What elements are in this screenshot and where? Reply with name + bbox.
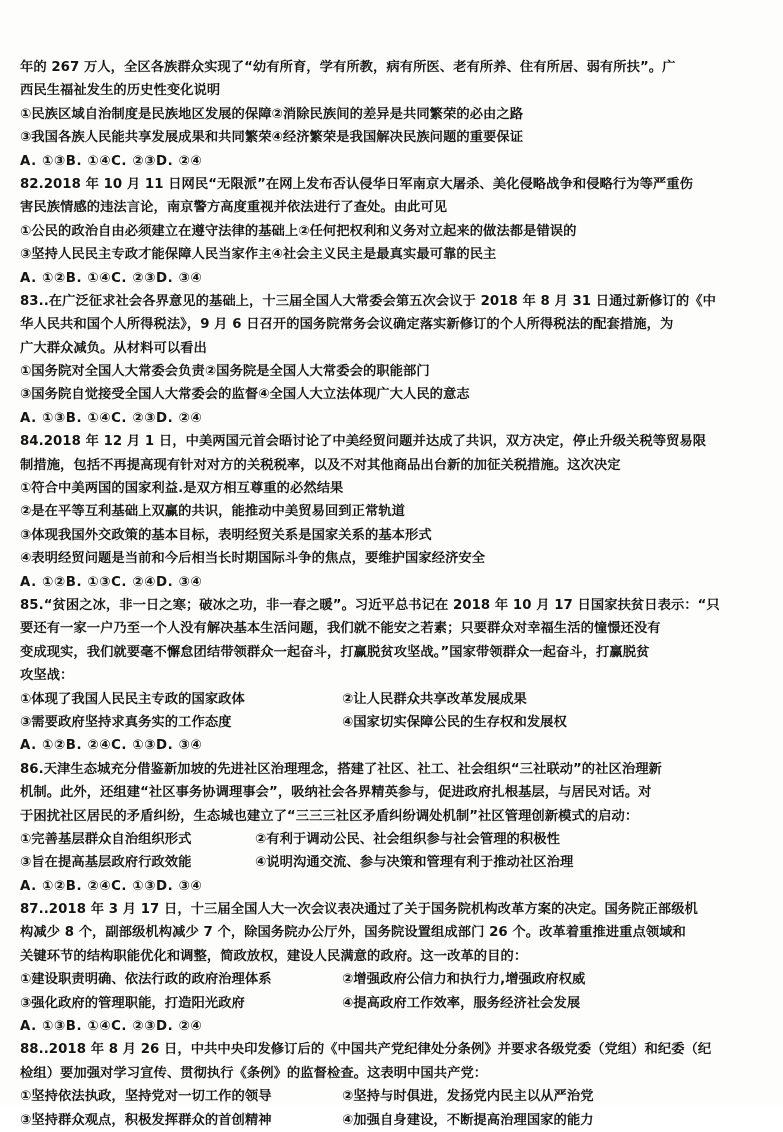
question-87-stem-line-2: 构减少 8 个，副部级机构减少 7 个，除国务院办公厅外，国务院设置组成部门 26 个。改革着重推进重点领域和 xyxy=(20,925,686,941)
question-87-statements-row-2 xyxy=(20,992,762,1015)
question-88-stem-line-1: 88..2018 年 8 月 26 日，中共中央印发修订后的《中国共产党纪律处分条例》并要求各级党委（党组）和纪委（纪 xyxy=(20,1042,712,1058)
question-81-stem-line-1: 年的 267 万人，全区各族群众实现了“幼有所育，学有所教，病有所医、老有所养、住有所居、弱有所扶”。广 xyxy=(20,60,676,75)
question-86-stem-line-1: 86.天津生态城充分借鉴新加坡的先进社区治理理念，搭建了社区、社工、社会组织“三社联动”的社区治理新 xyxy=(20,761,662,777)
question-88 xyxy=(20,1038,762,1132)
question-87-statement-2: ②增强政府公信力和执行力,增强政府权威 xyxy=(342,972,586,988)
question-list xyxy=(20,56,762,1132)
question-86-statement-1: ①完善基层群众自治组织形式 xyxy=(20,831,192,847)
question-87-stem-line-1: 87..2018 年 3 月 17 日，十三届全国人大一次会议表决通过了关于国务院机构改革方案的决定。国务院正部级机 xyxy=(20,902,698,918)
question-83-statements-2: ③国务院自觉接受全国人大常委会的监督④全国人大立法体现广大人民的意志 xyxy=(20,387,470,403)
question-86-options: A. ①②B. ②④C. ①③D. ③④ xyxy=(20,878,203,894)
question-83 xyxy=(20,290,762,430)
question-85-statement-3: ③需要政府坚持求真务实的工作态度 xyxy=(20,714,232,730)
question-84-stem-line-2: 制措施，包括不再提高现有针对对方的关税税率，以及不对其他商品出台新的加征关税措施。这次决定 xyxy=(20,457,621,473)
question-83-stem-line-3: 广大群众减负。从材料可以看出 xyxy=(20,340,207,356)
question-84-statement-2: ②是在平等互利基础上双赢的共识，能推动中美贸易回到正常轨道 xyxy=(20,504,406,520)
question-82-options: A. ①②B. ①④C. ②③D. ③④ xyxy=(20,270,203,286)
question-87-options: A. ①③B. ①④C. ②③D. ②④ xyxy=(20,1019,203,1035)
question-88-statements-row-1 xyxy=(20,1085,762,1108)
question-88-statement-1: ①坚持依法执政，坚持党对一切工作的领导 xyxy=(20,1089,272,1105)
question-84-statement-4: ④表明经贸问题是当前和今后相当长时期国际斗争的焦点，要维护国家经济安全 xyxy=(20,551,486,567)
question-85-stem-line-3: 变成现实，我们就要毫不懈怠团结带领群众一起奋斗，打赢脱贫攻坚战。”国家带领群众一起奋斗，打赢脱贫 xyxy=(20,644,650,660)
question-88-stem-line-2: 检组）要加强对学习宣传、贯彻执行《条例》的监督检查。这表明中国共产党： xyxy=(20,1065,488,1081)
question-86-statement-2: ②有利于调动公民、社会组织参与社会管理的积极性 xyxy=(255,831,560,847)
question-87-statement-3: ③强化政府的管理职能，打造阳光政府 xyxy=(20,995,245,1011)
question-82 xyxy=(20,173,762,290)
question-87-statements-row-1 xyxy=(20,968,762,991)
question-84-options: A. ①②B. ①③C. ②④D. ③④ xyxy=(20,574,203,590)
question-83-statements-1: ①国务院对全国人大常委会负责②国务院是全国人大常委会的职能部门 xyxy=(20,364,430,380)
question-85-statement-4: ④国家切实保障公民的生存权和发展权 xyxy=(342,714,567,730)
question-81-options: A. ①③B. ①④C. ②③D. ②④ xyxy=(20,153,203,169)
question-85-statements-row-2 xyxy=(20,711,762,734)
question-82-statements-2: ③坚持人民民主专政才能保障人民当家作主④社会主义民主是最真实最可靠的民主 xyxy=(20,247,497,263)
question-87-statement-4: ④提高政府工作效率，服务经济社会发展 xyxy=(342,995,581,1011)
question-83-stem-line-1: 83..在广泛征求社会各界意见的基础上，十三届全国人大常委会第五次会议于 2018 年 8 月 31 日通过新修订的《中 xyxy=(20,293,716,309)
question-86 xyxy=(20,758,762,898)
question-85-statements-row-1 xyxy=(20,688,762,711)
question-86-statement-3: ③旨在提高基层政府行政效能 xyxy=(20,855,192,871)
question-84-statement-3: ③体现我国外交政策的基本目标，表明经贸关系是国家关系的基本形式 xyxy=(20,527,432,543)
question-88-statements-row-2 xyxy=(20,1109,762,1132)
question-85-stem-line-1: 85.“贫困之冰，非一日之寒；破冰之功，非一春之暖”。习近平总书记在 2018 年 10 月 17 日国家扶贫日表示：“只 xyxy=(20,597,720,613)
question-85-statement-1: ①体现了我国人民民主专政的国家政体 xyxy=(20,691,245,707)
question-87-stem-line-3: 关键环节的结构职能优化和调整，简政放权，建设人民满意的政府。这一改革的目的： xyxy=(20,948,528,964)
question-86-statements-row-1 xyxy=(20,828,762,851)
question-82-stem-line-2: 害民族情感的违法言论，南京警方高度重视并依法进行了查处。由此可见 xyxy=(20,200,448,216)
question-85-stem-line-4: 攻坚战： xyxy=(20,668,74,684)
question-86-statement-4: ④说明沟通交流、参与决策和管理有利于推动社区治理 xyxy=(255,855,574,871)
question-82-statements-1: ①公民的政治自由必须建立在遵守法律的基础上②任何把权利和义务对立起来的做法都是错误的 xyxy=(20,223,577,239)
question-81-stem-line-2: 西民生福祉发生的历史性变化说明 xyxy=(20,83,221,99)
question-83-stem-line-2: 华人民共和国个人所得税法》，9 月 6 日召开的国务院常务会议确定落实新修订的个人所得税法的配套措施，为 xyxy=(20,317,674,333)
question-81 xyxy=(20,56,762,173)
question-86-stem-line-3: 于困扰社区居民的矛盾纠纷，生态城也建立了“三三三社区矛盾纠纷调处机制”社区管理创新模式的启动： xyxy=(20,808,639,824)
question-86-stem-line-2: 机制。此外，还组建“社区事务协调理事会”，吸纳社会各界精英参与，促进政府扎根基层，与居民对话。对 xyxy=(20,785,652,801)
question-88-statement-3: ③坚持群众观点，积极发挥群众的首创精神 xyxy=(20,1112,272,1128)
question-88-statement-2: ②坚持与时俱进，发扬党内民主以从严治党 xyxy=(342,1089,594,1105)
question-83-options: A. ①③B. ①④C. ②③D. ②④ xyxy=(20,410,203,426)
question-88-statement-4: ④加强自身建设，不断提高治理国家的能力 xyxy=(342,1112,594,1128)
question-86-statements-row-2 xyxy=(20,851,762,874)
question-82-stem-line-1: 82.2018 年 10 月 11 日网民“无限派”在网上发布否认侵华日军南京大屠杀、美化侵略战争和侵略行为等严重伤 xyxy=(20,176,693,192)
question-85 xyxy=(20,594,762,758)
question-84-stem-line-1: 84.2018 年 12 月 1 日，中美两国元首会晤讨论了中美经贸问题并达成了共识，双方决定，停止升级关税等贸易限 xyxy=(20,434,707,450)
question-87 xyxy=(20,898,762,1038)
question-85-options: A. ①②B. ②④C. ①③D. ③④ xyxy=(20,738,203,754)
question-87-statement-1: ①建设职责明确、依法行政的政府治理体系 xyxy=(20,972,272,988)
question-84-statement-1: ①符合中美两国的国家利益.是双方相互尊重的必然结果 xyxy=(20,481,344,497)
question-81-statements-2: ③我国各族人民能共享发展成果和共同繁荣④经济繁荣是我国解决民族问题的重要保证 xyxy=(20,130,524,146)
question-85-statement-2: ②让人民群众共享改革发展成果 xyxy=(342,691,527,707)
question-81-statements-1: ①民族区域自治制度是民族地区发展的保障②消除民族间的差异是共同繁荣的必由之路 xyxy=(20,106,524,122)
question-85-stem-line-2: 要还有一家一户乃至一个人没有解决基本生活问题，我们就不能安之若素；只要群众对幸福生活的憧憬还没有 xyxy=(20,621,661,637)
question-84 xyxy=(20,430,762,594)
